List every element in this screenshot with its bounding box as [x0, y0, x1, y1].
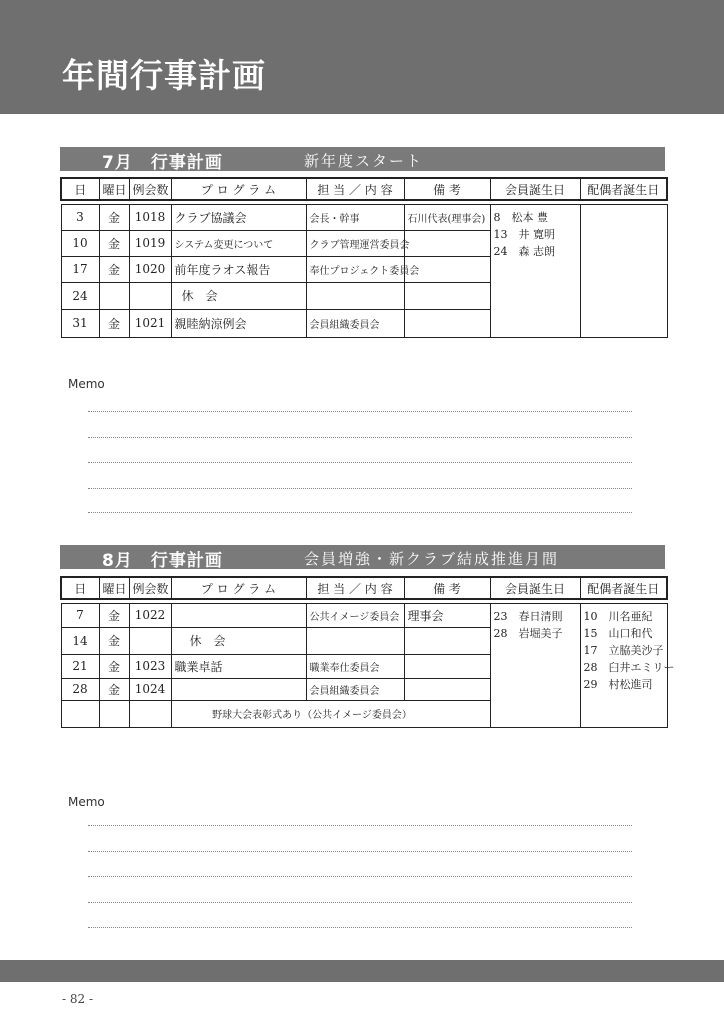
july-subtitle: 新年度スタート — [304, 152, 424, 170]
memo-line — [88, 411, 632, 412]
row-day — [61, 700, 99, 727]
header-program: プ ロ グ ラ ム — [171, 577, 306, 599]
header-meeting-no: 例会数 — [129, 577, 171, 599]
header-note: 備 考 — [404, 577, 490, 599]
row-program: 休 会 — [171, 282, 306, 309]
row-day: 31 — [61, 309, 99, 337]
row-day: 17 — [61, 256, 99, 282]
august-spouse-birthdays — [580, 603, 675, 727]
row-note: 理事会 — [404, 603, 490, 627]
table-header-row — [61, 577, 667, 599]
header-spouse-birthday: 配偶者誕生日 — [580, 178, 667, 200]
july-schedule-table — [60, 177, 668, 338]
member-birthday-entry: 28 岩堀美子 — [493, 626, 563, 640]
row-weekday: 金 — [99, 603, 129, 627]
table-row — [61, 603, 667, 627]
spouse-birthday-entry: 10 川名亜紀 — [583, 609, 653, 623]
page-title: 年間行事計画 — [62, 56, 266, 95]
memo-line — [88, 462, 632, 463]
row-program: 前年度ラオス報告 — [171, 256, 306, 282]
page-number: - 82 - — [62, 992, 94, 1006]
row-day: 3 — [61, 204, 99, 230]
row-note — [404, 282, 490, 309]
row-meeting-no: 1020 — [129, 256, 171, 282]
row-meeting-no: 1018 — [129, 204, 171, 230]
row-program: 職業卓話 — [171, 654, 306, 678]
august-subtitle: 会員増強・新クラブ結成推進月間 — [304, 550, 560, 568]
august-schedule-table — [60, 576, 675, 728]
row-charge: 奉仕プロジェクト委員会 — [306, 256, 404, 282]
row-weekday: 金 — [99, 678, 129, 700]
spouse-birthday-entry: 17 立脇美沙子 — [583, 643, 664, 657]
row-program — [171, 678, 306, 700]
row-meeting-no: 1021 — [129, 309, 171, 337]
july-member-birthdays — [490, 204, 580, 337]
row-charge — [306, 282, 404, 309]
august-section-header — [60, 545, 665, 569]
table-row — [61, 204, 667, 230]
august-memo-label: Memo — [68, 795, 105, 809]
header-charge: 担 当 ／ 内 容 — [306, 178, 404, 200]
row-day: 28 — [61, 678, 99, 700]
memo-line — [88, 825, 632, 826]
header-spouse-birthday: 配偶者誕生日 — [580, 577, 667, 599]
row-meeting-no: 1019 — [129, 230, 171, 256]
row-note — [404, 230, 490, 256]
header-member-birthday: 会員誕生日 — [490, 178, 580, 200]
row-day: 14 — [61, 627, 99, 654]
july-section-header — [60, 147, 665, 171]
spouse-birthday-entry: 15 山口和代 — [583, 626, 653, 640]
row-weekday: 金 — [99, 256, 129, 282]
header-meeting-no: 例会数 — [129, 178, 171, 200]
spouse-birthday-entry: 29 村松進司 — [583, 677, 653, 691]
memo-line — [88, 902, 632, 903]
august-member-birthdays — [490, 603, 580, 727]
header-member-birthday: 会員誕生日 — [490, 577, 580, 599]
row-program: 親睦納涼例会 — [171, 309, 306, 337]
row-charge — [306, 627, 404, 654]
row-charge: 職業奉仕委員会 — [306, 654, 404, 678]
member-birthday-entry: 23 春日清則 — [493, 609, 563, 623]
memo-line — [88, 851, 632, 852]
row-charge: 公共イメージ委員会 — [306, 603, 404, 627]
member-birthday-entry: 13 井 寛明 — [493, 227, 555, 241]
row-weekday: 金 — [99, 230, 129, 256]
memo-line — [88, 927, 632, 928]
row-program: クラブ協議会 — [171, 204, 306, 230]
header-day: 日 — [61, 577, 99, 599]
row-day: 7 — [61, 603, 99, 627]
row-note — [404, 654, 490, 678]
row-weekday — [99, 282, 129, 309]
row-program: システム変更について — [171, 230, 306, 256]
row-weekday: 金 — [99, 654, 129, 678]
row-day: 24 — [61, 282, 99, 309]
memo-line — [88, 488, 632, 489]
row-meeting-no: 1024 — [129, 678, 171, 700]
row-meeting-no: 1023 — [129, 654, 171, 678]
member-birthday-entry: 24 森 志朗 — [493, 244, 555, 258]
row-charge: クラブ管理運営委員会 — [306, 230, 404, 256]
memo-line — [88, 512, 632, 513]
row-note — [404, 678, 490, 700]
row-note — [404, 309, 490, 337]
table-header-row — [61, 178, 667, 200]
header-charge: 担 当 ／ 内 容 — [306, 577, 404, 599]
row-program — [171, 603, 306, 627]
row-program: 休 会 — [171, 627, 306, 654]
row-weekday — [99, 700, 129, 727]
row-meeting-no — [129, 700, 171, 727]
header-weekday: 曜日 — [99, 178, 129, 200]
row-note: 石川代表(理事会) — [404, 204, 490, 230]
memo-line — [88, 876, 632, 877]
july-memo-label: Memo — [68, 377, 105, 391]
row-meeting-no — [129, 627, 171, 654]
member-birthday-entry: 8 松本 豊 — [493, 210, 548, 224]
july-spouse-birthdays — [580, 204, 667, 337]
july-title: 7月 行事計画 — [102, 153, 223, 173]
row-weekday: 金 — [99, 627, 129, 654]
row-charge: 会員組織委員会 — [306, 678, 404, 700]
august-title: 8月 行事計画 — [102, 551, 223, 571]
row-meeting-no: 1022 — [129, 603, 171, 627]
row-weekday: 金 — [99, 204, 129, 230]
footer-band — [0, 960, 724, 982]
header-program: プ ロ グ ラ ム — [171, 178, 306, 200]
row-weekday: 金 — [99, 309, 129, 337]
row-day: 21 — [61, 654, 99, 678]
row-note — [404, 627, 490, 654]
row-charge: 会長・幹事 — [306, 204, 404, 230]
header-weekday: 曜日 — [99, 577, 129, 599]
memo-line — [88, 437, 632, 438]
row-day: 10 — [61, 230, 99, 256]
spouse-birthday-entry: 28 臼井エミリー — [583, 660, 675, 674]
row-meeting-no — [129, 282, 171, 309]
row-charge: 会員組織委員会 — [306, 309, 404, 337]
header-note: 備 考 — [404, 178, 490, 200]
header-day: 日 — [61, 178, 99, 200]
row-extra-note: 野球大会表彰式あり（公共イメージ委員会） — [171, 700, 490, 727]
